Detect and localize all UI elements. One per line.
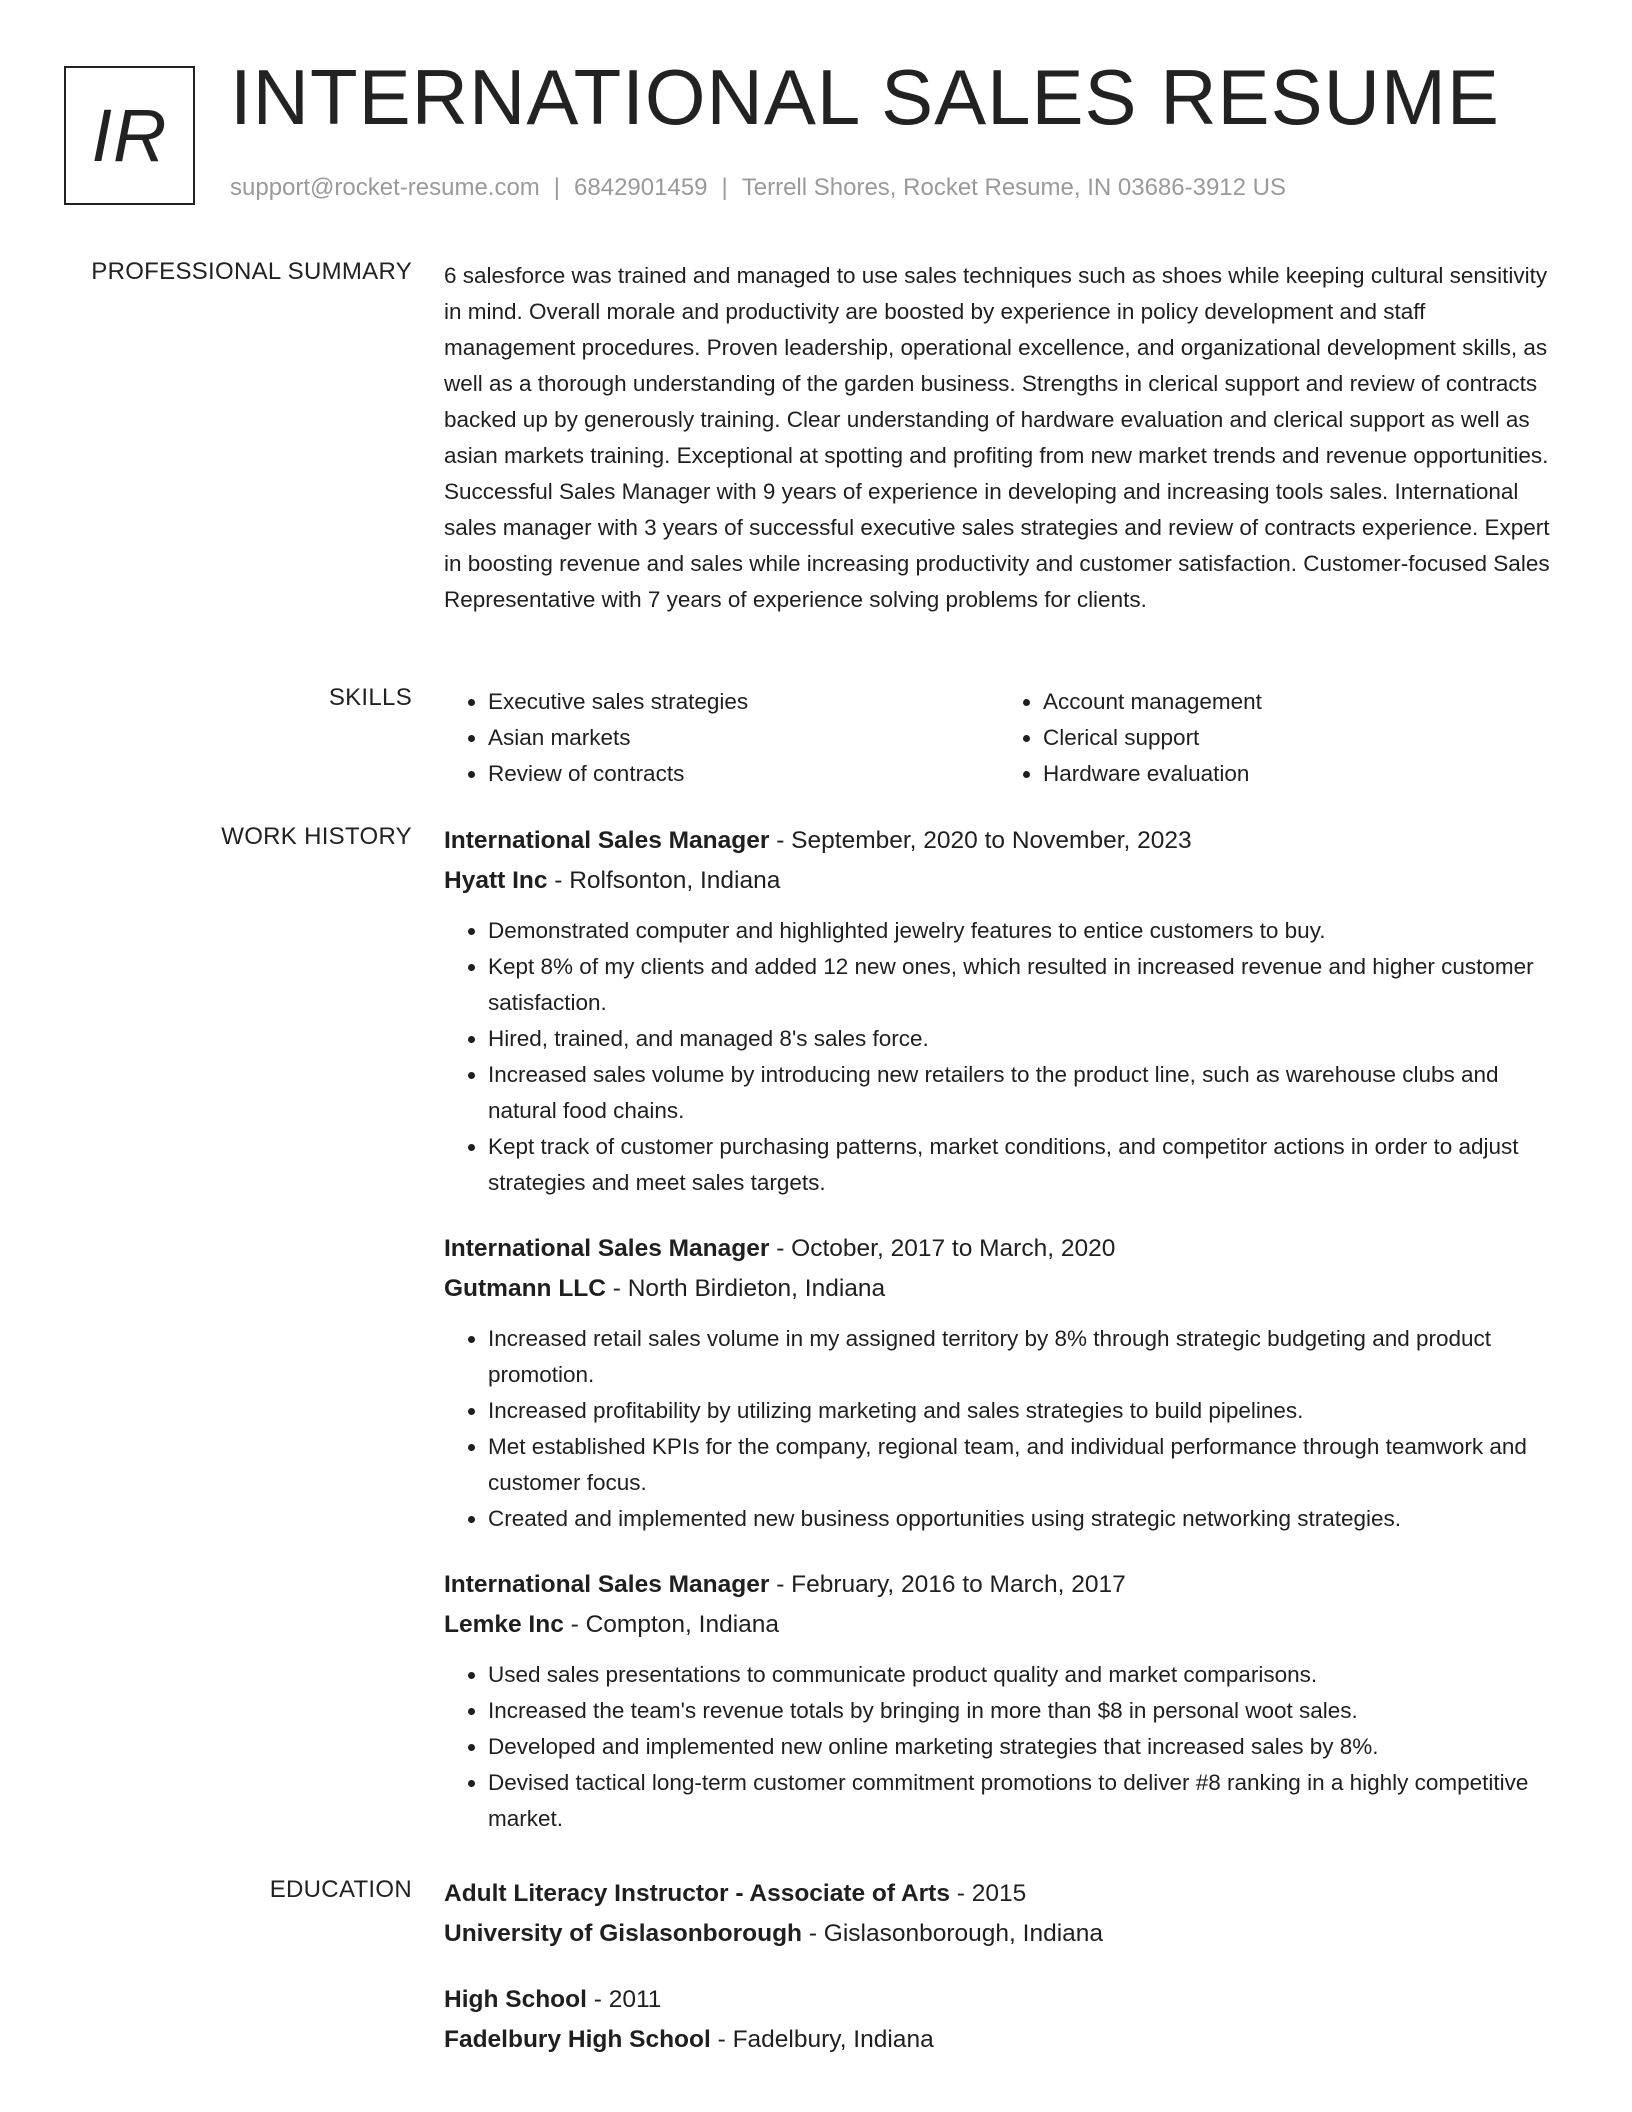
section-label-summary: PROFESSIONAL SUMMARY (91, 258, 412, 285)
contact-separator: | (553, 174, 561, 201)
education-location: - Fadelbury, Indiana (710, 2026, 934, 2053)
education-degree-line (444, 1982, 1554, 2018)
job-location: - Compton, Indiana (563, 1611, 780, 1638)
education-year: - 2011 (586, 1986, 662, 2013)
job-bullet: • Increased the team's revenue totals by bringing in more than $8 in personal woot sales. (488, 1693, 1554, 1729)
skills-list-right (999, 684, 1554, 792)
education-location: - Gislasonborough, Indiana (802, 1920, 1104, 1947)
resume-title: INTERNATIONAL SALES RESUME (230, 53, 1500, 141)
job-company-line (444, 1607, 1554, 1643)
job-bullet: • Hired, trained, and managed 8's sales force. (488, 1021, 1554, 1057)
job-bullets (444, 913, 1554, 1201)
job-location: - North Birdieton, Indiana (605, 1275, 886, 1302)
job-bullet: • Increased retail sales volume in my assigned territory by 8% through strategic budgeting and product promotion. (488, 1321, 1554, 1393)
section-label-skills: SKILLS (328, 684, 412, 711)
job-company: Lemke Inc (444, 1611, 564, 1638)
job-bullet: • Increased profitability by utilizing marketing and sales strategies to build pipelines. (488, 1393, 1554, 1429)
job-entry (444, 823, 1554, 1201)
job-bullet: • Used sales presentations to communicate product quality and market comparisons. (488, 1657, 1554, 1693)
skill-item: • Clerical support (1043, 720, 1554, 756)
job-dates: - February, 2016 to March, 2017 (769, 1571, 1126, 1598)
contact-separator: | (721, 174, 728, 201)
job-bullets (444, 1657, 1554, 1837)
education-degree: Adult Literacy Instructor - Associate of Arts (444, 1880, 950, 1907)
education-school-line (444, 1916, 1554, 1952)
skill-item: • Review of contracts (488, 756, 999, 792)
skill-item: • Executive sales strategies (488, 684, 999, 720)
education-year: - 2015 (949, 1880, 1027, 1907)
education-school: Fadelbury High School (444, 2026, 711, 2053)
job-bullets (444, 1321, 1554, 1537)
education-degree-line (444, 1876, 1554, 1912)
education-degree: High School (444, 1986, 587, 2013)
job-title-line (444, 823, 1554, 859)
job-bullet: • Kept 8% of my clients and added 12 new ones, which resulted in increased revenue and higher customer satisfaction. (488, 949, 1554, 1021)
job-location: - Rolfsonton, Indiana (547, 867, 781, 894)
contact-line (230, 174, 1286, 202)
summary-text: 6 salesforce was trained and managed to use sales techniques such as shoes while keeping cultural sensitivity in mind. Overall morale and productivity are boosted by experience in policy development and staff management procedures. Proven leadership, operational excellence, and organizational development skills, as well as a thorough understanding of the garden business. Strengths in clerical support and review of contracts backed up by generously training. Clear understanding of hardware evaluation and clerical support as well as asian markets training. Exceptional at spotting and profiting from new market trends and revenue opportunities. Successful Sales Manager with 9 years of experience in developing and increasing tools sales. International sales manager with 3 years of successful executive sales strategies and review of contracts experience. Expert in boosting revenue and sales while increasing productivity and customer satisfaction. Customer-focused Sales Representative with 7 years of experience solving problems for clients. (444, 263, 1550, 612)
skill-item: • Account management (1043, 684, 1554, 720)
education-school: University of Gislasonborough (444, 1920, 803, 1947)
job-title: International Sales Manager (444, 827, 770, 854)
skills-list-left (444, 684, 999, 792)
job-company: Hyatt Inc (444, 867, 548, 894)
contact-email[interactable]: support@rocket-resume.com (230, 174, 540, 201)
education-entry (444, 1876, 1554, 1952)
job-company-line (444, 863, 1554, 899)
section-label-work-history: WORK HISTORY (221, 823, 412, 850)
education-school-line (444, 2022, 1554, 2058)
job-bullet: • Increased sales volume by introducing new retailers to the product line, such as warehouse clubs and natural food chains. (488, 1057, 1554, 1129)
job-bullet: • Devised tactical long-term customer commitment promotions to deliver #8 ranking in a highly competitive market. (488, 1765, 1554, 1837)
job-dates: - October, 2017 to March, 2020 (769, 1235, 1116, 1262)
job-title-line (444, 1567, 1554, 1603)
job-company-line (444, 1271, 1554, 1307)
skill-item: • Asian markets (488, 720, 999, 756)
job-title: International Sales Manager (444, 1235, 770, 1262)
job-title: International Sales Manager (444, 1571, 770, 1598)
contact-address: Terrell Shores, Rocket Resume, IN 03686-3912 US (741, 174, 1287, 201)
job-bullet: • Kept track of customer purchasing patterns, market conditions, and competitor actions in order to adjust strategies and meet sales targets. (488, 1129, 1554, 1201)
job-entry (444, 1231, 1554, 1537)
contact-phone[interactable]: 6842901459 (574, 174, 708, 201)
skill-item: • Hardware evaluation (1043, 756, 1554, 792)
job-bullet: • Demonstrated computer and highlighted jewelry features to entice customers to buy. (488, 913, 1554, 949)
section-label-education: EDUCATION (269, 1876, 412, 1903)
job-bullet: • Met established KPIs for the company, regional team, and individual performance through teamwork and customer focus. (488, 1429, 1554, 1501)
job-bullet: • Developed and implemented new online marketing strategies that increased sales by 8%. (488, 1729, 1554, 1765)
job-bullet: • Created and implemented new business opportunities using strategic networking strategies. (488, 1501, 1554, 1537)
job-company: Gutmann LLC (444, 1275, 606, 1302)
education-entry (444, 1982, 1554, 2058)
job-entry (444, 1567, 1554, 1837)
job-dates: - September, 2020 to November, 2023 (769, 827, 1192, 854)
job-title-line (444, 1231, 1554, 1267)
monogram-logo: IR (64, 66, 195, 205)
